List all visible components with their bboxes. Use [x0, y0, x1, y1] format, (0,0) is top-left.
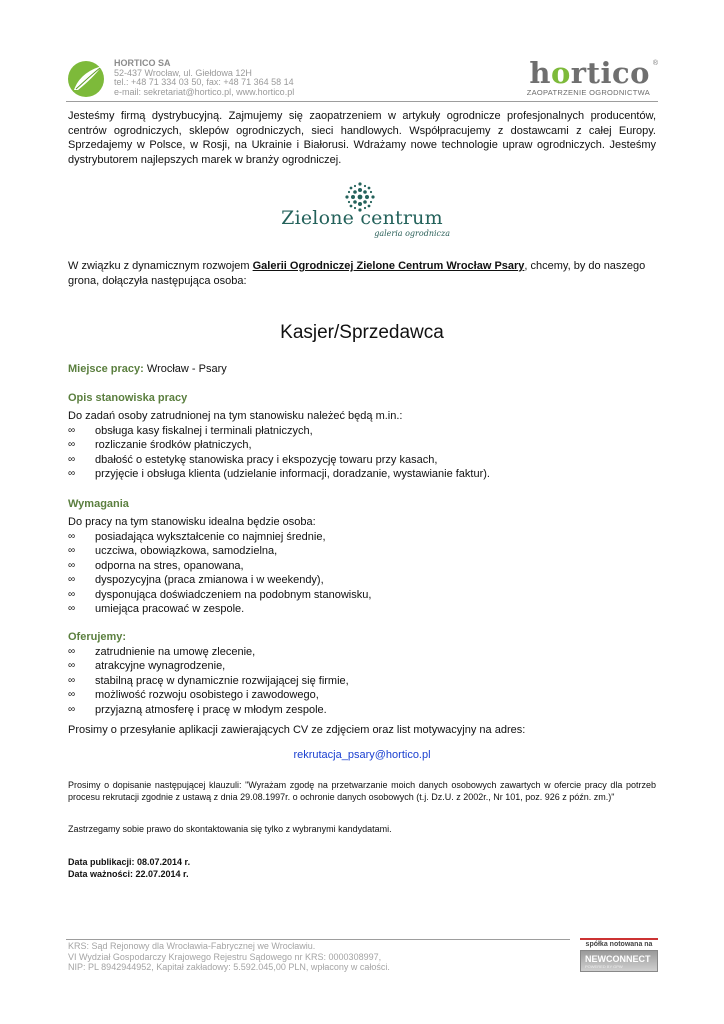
requirements-list [68, 530, 658, 616]
announcement-paragraph: W związku z dynamicznym rozwojem Galerii Ogrodniczej Zielone Centrum Wrocław Psary, chcemy, by do naszego grona, dołączyła następująca osoba: [68, 260, 646, 287]
hortico-logo [526, 56, 658, 98]
brand-wordmark: hortico [529, 56, 650, 90]
job-title: Kasjer/Sprzedawca [280, 322, 444, 343]
infinity-bullet-icon: ∞ [68, 602, 76, 614]
offer-heading: Oferujemy: [68, 631, 127, 643]
list-item: ∞ przyjazną atmosferę i pracę w młodym zespole. [68, 703, 327, 716]
company-intro: Jesteśmy firmą dystrybucyjną. Zajmujemy się zaopatrzeniem w artykuły ogrodnicze profesjonalnych producentów, centrów ogrodniczych, sklepów ogrodniczych, sieci handlowych. Współpracujemy z dostawcami z całej Europy. Sprzedajemy w Polsce, w Rosji, na Ukrainie i Białorusi. Wdrażamy nowe technologie upraw ogrodniczych. Jesteśmy dystrybutorem najlepszych marek w branży ogrodniczej. [68, 110, 656, 166]
footer-line-2: VI Wydział Gospodarczy Krajowego Rejestru Sądowego nr KRS: 0000308997, [68, 951, 382, 962]
infinity-bullet-icon: ∞ [68, 674, 76, 686]
publication-date: Data publikacji: 08.07.2014 r. [68, 857, 191, 867]
recruitment-email-link[interactable]: rekrutacja_psary@hortico.pl [293, 749, 431, 761]
list-item: ∞ umiejąca pracować w zespole. [68, 602, 245, 615]
hortico-leaf-icon [66, 60, 106, 98]
list-item: ∞ dyspozycyjna (praca zmianowa i w weekendy), [68, 574, 324, 587]
description-list [68, 424, 658, 482]
list-item: ∞ przyjęcie i obsługa klienta (udzielanie informacji, doradzanie, wystawianie faktur). [68, 468, 490, 481]
description-lead: Do zadań osoby zatrudnionej na tym stanowisku należeć będą m.in.: [68, 410, 403, 422]
infinity-bullet-icon: ∞ [68, 689, 76, 701]
offer-list [68, 645, 658, 717]
offer-section [68, 630, 658, 717]
zielone-centrum-logo [272, 180, 452, 240]
company-phones: tel.: +48 71 334 03 50, fax: +48 71 364 58 14 [114, 77, 294, 87]
infinity-bullet-icon: ∞ [68, 439, 76, 451]
requirements-section [68, 497, 658, 616]
apply-instructions: Prosimy o przesyłanie aplikacji zawierających CV ze zdjęciem oraz list motywacyjny na adres: [68, 724, 526, 736]
infinity-bullet-icon: ∞ [68, 574, 76, 586]
partner-logo-subtitle: galeria ogrodnicza [374, 229, 450, 238]
list-item: ∞ posiadająca wykształcenie co najmniej średnie, [68, 531, 326, 543]
footer-divider [66, 939, 570, 940]
partner-logo-name: Zielone centrum [281, 207, 443, 229]
job-location: Miejsce pracy: Wrocław - Psary [68, 363, 227, 375]
list-item: ∞ dbałość o estetykę stanowiska pracy i ekspozycję towaru przy kasach, [68, 453, 438, 466]
list-item: ∞ obsługa kasy fiskalnej i terminali płatniczych, [68, 425, 313, 437]
validity-date: Data ważności: 22.07.2014 r. [68, 869, 189, 879]
header-divider [66, 101, 658, 102]
publication-dates [68, 856, 656, 880]
requirements-lead: Do pracy na tym stanowisku idealna będzie osoba: [68, 516, 316, 528]
newconnect-logo [580, 950, 658, 972]
footer-line-3: NIP: PL 8942944952, Kapitał zakładowy: 5.592.045,00 PLN, wpłacony w całości. [68, 962, 390, 972]
infinity-bullet-icon: ∞ [68, 531, 76, 542]
infinity-bullet-icon: ∞ [68, 453, 76, 465]
brand-tagline: ZAOPATRZENIE OGRODNICTWA [526, 88, 650, 97]
registered-mark: ® [652, 60, 658, 67]
infinity-bullet-icon: ∞ [68, 559, 76, 571]
newconnect-badge [580, 938, 658, 972]
list-item: ∞ uczciwa, obowiązkowa, samodzielna, [68, 545, 278, 558]
badge-subtext: POWERED BY GPW [585, 964, 623, 969]
gallery-name: Galerii Ogrodniczej Zielone Centrum Wrocław Psary [252, 260, 525, 272]
footer-line-1: KRS: Sąd Rejonowy dla Wrocławia-Fabrycznej we Wrocławiu. [68, 941, 316, 951]
list-item: ∞ dysponująca doświadczeniem na podobnym stanowisku, [68, 588, 372, 601]
list-item: ∞ rozliczanie środków płatniczych, [68, 439, 252, 452]
list-item: ∞ możliwość rozwoju osobistego i zawodowego, [68, 689, 319, 702]
job-description-section [68, 391, 658, 482]
infinity-bullet-icon: ∞ [68, 545, 76, 557]
list-item: ∞ zatrudnienie na umowę zlecenie, [68, 646, 256, 658]
letterhead [66, 58, 658, 104]
company-name: HORTICO SA [114, 58, 171, 68]
infinity-bullet-icon: ∞ [68, 646, 76, 657]
list-item: ∞ odporna na stres, opanowana, [68, 559, 244, 572]
requirements-heading: Wymagania [68, 498, 129, 510]
footer-legal [68, 941, 390, 973]
infinity-bullet-icon: ∞ [68, 588, 76, 600]
company-address: 52-437 Wrocław, ul. Giełdowa 12H [114, 67, 252, 78]
list-item: ∞ atrakcyjne wynagrodzenie, [68, 660, 226, 673]
description-heading: Opis stanowiska pracy [68, 392, 188, 404]
badge-name: NEWCONNECT [585, 954, 651, 964]
infinity-bullet-icon: ∞ [68, 660, 76, 672]
contact-note: Zastrzegamy sobie prawo do skontaktowania się tylko z wybranymi kandydatami. [68, 824, 392, 834]
infinity-bullet-icon: ∞ [68, 425, 76, 436]
consent-clause: Prosimy o dopisanie następującej klauzuli: "Wyrażam zgodę na przetwarzanie moich danych osobowych zawartych w ofercie pracy dla potrzeb procesu rekrutacji zgodnie z ustawą z dnia 29.08.1997r. o ochronie danych osobowych (t.j. Dz.U. z 2002r., Nr 101, poz. 926 z późn. zm.)" [68, 780, 656, 802]
list-item: ∞ stabilną pracę w dynamicznie rozwijającej się firmie, [68, 674, 349, 687]
infinity-bullet-icon: ∞ [68, 468, 76, 480]
company-contact: e-mail: sekretariat@hortico.pl, www.hortico.pl [114, 86, 295, 97]
badge-caption: spółka notowana na [580, 938, 658, 948]
company-details [114, 59, 294, 97]
infinity-bullet-icon: ∞ [68, 703, 76, 715]
